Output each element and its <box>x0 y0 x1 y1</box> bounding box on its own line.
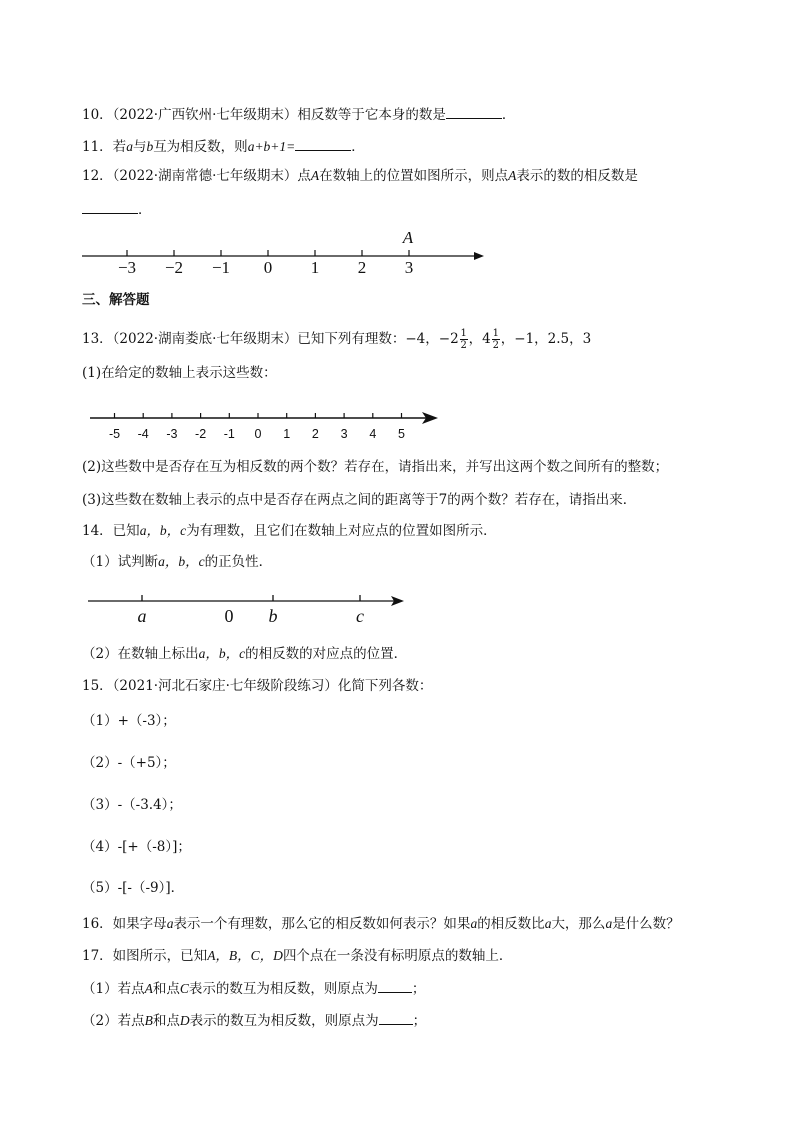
punct: ． <box>501 107 516 123</box>
question-text: 10．（2022·广西钦州·七年级期末）相反数等于它本身的数是 <box>82 107 446 123</box>
question-17-part-2 <box>82 1010 426 1030</box>
answer-blank <box>378 978 412 993</box>
axis-arrow <box>391 596 404 606</box>
denominator: 2 <box>492 340 499 351</box>
tick-label: 0 <box>254 427 262 441</box>
fraction <box>460 328 468 351</box>
tick-label: -2 <box>195 427 207 441</box>
text: （1）试判断 <box>82 554 159 570</box>
var: B <box>144 1013 153 1028</box>
question-15-item: （3）-（-3.4）； <box>82 797 182 813</box>
question-10 <box>82 104 515 124</box>
var-A: A <box>508 168 517 183</box>
text: 表示一个有理数，那么它的相反数如何表示？如果 <box>173 916 471 932</box>
question-13-part-1: (1)在给定的数轴上表示这些数： <box>82 365 277 381</box>
text: （2）若点 <box>82 1013 145 1029</box>
question-15-item: （5）-[-（-9）]． <box>82 880 185 896</box>
text: 大，那么 <box>551 916 606 932</box>
punct: ； <box>411 981 426 997</box>
point-label-0: 0 <box>224 606 234 626</box>
tick-label: −3 <box>117 258 137 277</box>
number-line-1 <box>82 228 484 277</box>
answer-blank <box>446 104 502 119</box>
number-line-3 <box>88 595 404 626</box>
tick-label: 1 <box>283 427 291 441</box>
vars: A，B，C，D <box>207 948 283 963</box>
tick-label: 0 <box>263 258 273 277</box>
question-13-part-3: (3)这些数在数轴上表示的点中是否存在两点之间的距离等于7的两个数？若存在，请指出来． <box>82 492 637 508</box>
text: 为有理数，且它们在数轴上对应点的位置如图所示． <box>186 523 497 539</box>
text: 和点 <box>152 1013 180 1029</box>
section-title: 三、解答题 <box>82 292 150 308</box>
tick-label: −2 <box>164 258 184 277</box>
answer-blank <box>295 136 351 151</box>
vars: a，b，c <box>139 523 187 538</box>
expression: a+b+1= <box>247 139 296 154</box>
point-label-b: b <box>268 606 278 626</box>
point-label-a: a <box>137 606 147 626</box>
tick-label: −1 <box>211 258 231 277</box>
tick-label: 1 <box>310 258 320 277</box>
vars: a，b，c <box>198 646 246 661</box>
var-a: a <box>605 916 613 931</box>
tick-label: 4 <box>369 427 377 441</box>
text: （1）若点 <box>82 981 145 997</box>
vars: a，b，c <box>158 554 205 569</box>
var: A <box>144 981 153 996</box>
tick-label: 3 <box>340 427 348 441</box>
text: 四个点在一条没有标明原点的数轴上． <box>282 948 513 964</box>
var-b: b <box>146 139 154 154</box>
var: D <box>179 1013 190 1028</box>
var-a: a <box>544 916 552 931</box>
text: ，4 <box>468 331 491 347</box>
text: ，−1，2.5，3 <box>500 331 592 347</box>
text: 是什么数？ <box>612 916 680 932</box>
answer-blank <box>82 199 138 214</box>
text: 12．（2022·湖南常德·七年级期末）点 <box>82 168 311 184</box>
tick-label: -5 <box>108 427 121 441</box>
var-a: a <box>470 916 478 931</box>
question-13 <box>82 328 591 351</box>
text: 表示的数互为相反数，则原点为 <box>189 1013 379 1029</box>
var: C <box>179 981 189 996</box>
tick-label: -4 <box>137 427 149 441</box>
axis-arrow <box>422 412 438 424</box>
tick-label: -3 <box>166 427 178 441</box>
question-17-part-1 <box>82 978 425 998</box>
tick-label: 2 <box>311 427 319 441</box>
text: 11．若 <box>82 139 127 155</box>
punct: ． <box>138 202 152 218</box>
var-a: a <box>126 139 133 154</box>
text: 表示的数的相反数是 <box>516 168 638 184</box>
text: 14．已知 <box>82 523 140 539</box>
text: 17．如图所示，已知 <box>82 948 208 964</box>
question-14 <box>82 522 497 540</box>
question-12 <box>82 167 638 185</box>
text: 在数轴上的位置如图所示，则点 <box>319 168 509 184</box>
question-14-part-2 <box>82 645 407 663</box>
question-14-part-1 <box>82 553 272 571</box>
point-label-A: A <box>402 228 414 247</box>
fraction <box>492 328 500 351</box>
point-label-c: c <box>356 606 364 626</box>
var-A: A <box>310 168 320 183</box>
text: 16．如果字母 <box>82 916 167 932</box>
question-17 <box>82 947 512 965</box>
text: 13．（2022·湖南娄底·七年级期末）已知下列有理数：−4，−2 <box>82 331 459 347</box>
tick-label: 5 <box>398 427 405 441</box>
answer-blank <box>379 1010 413 1025</box>
tick-label: 3 <box>404 258 414 277</box>
punct: ． <box>351 139 365 155</box>
question-11 <box>82 136 365 156</box>
text: 的相反数的对应点的位置． <box>245 646 408 662</box>
var-a: a <box>166 916 174 931</box>
text: 与 <box>132 139 147 155</box>
tick-label: 2 <box>357 258 367 277</box>
question-15-item: （4）-[+（-8）]； <box>82 839 191 855</box>
text: 互为相反数，则 <box>153 139 248 155</box>
text: 的正负性． <box>204 554 273 570</box>
question-15-item: （2）-（+5）； <box>82 755 176 771</box>
question-15-item: （1）+（-3）； <box>82 713 176 729</box>
number-line-2 <box>90 412 438 441</box>
text: 和点 <box>152 981 180 997</box>
punct: ； <box>412 1013 427 1029</box>
text: 表示的数互为相反数，则原点为 <box>188 981 378 997</box>
numerator: 1 <box>492 328 499 339</box>
text: （2）在数轴上标出 <box>82 646 199 662</box>
question-15: 15．（2021·河北石家庄·七年级阶段练习）化简下列各数： <box>82 678 433 694</box>
axis-arrow <box>474 252 484 260</box>
question-13-part-2: (2)这些数中是否存在互为相反数的两个数？若存在，请指出来，并写出这两个数之间所有的整数； <box>82 459 669 475</box>
question-16 <box>82 915 680 933</box>
tick-label: -1 <box>223 427 235 441</box>
numerator: 1 <box>460 328 467 339</box>
denominator: 2 <box>460 340 467 351</box>
text: 的相反数比 <box>477 916 545 932</box>
question-12-blank-line <box>82 199 152 219</box>
